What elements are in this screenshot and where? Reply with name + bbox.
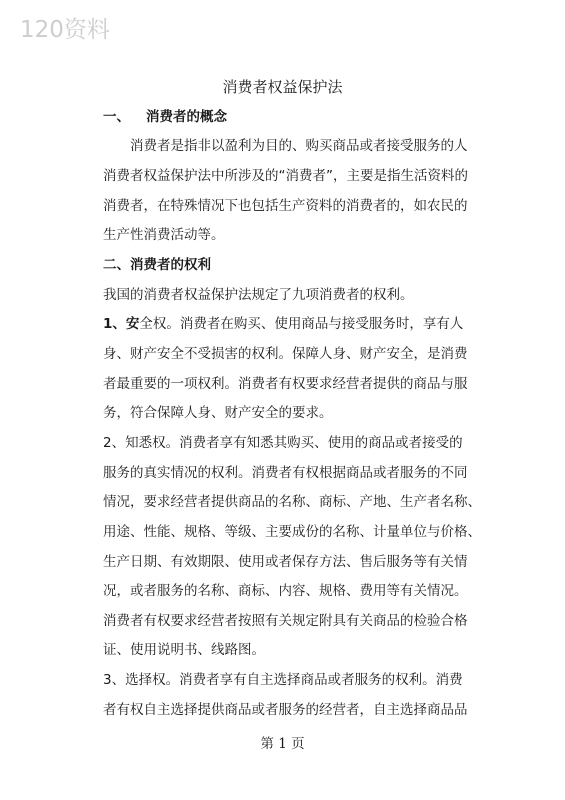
section-heading [0,103,565,133]
page-number: 第 1 页 [260,736,305,752]
section-number: 二、 [103,256,130,273]
paragraph-line: 2、知悉权。消费者享有知悉其购买、使用的商品或者接受的 [103,434,463,451]
document-body [0,73,565,725]
paragraph-line: 3、选择权。消费者享有自主选择商品或者服务的权利。消费 [103,672,463,689]
item-line-text: 全权。消费者在购买、使用商品与接受服务时，享有人 [139,316,464,333]
section-heading [0,251,565,281]
paragraph-line: 身、财产安全不受损害的权利。保障人身、财产安全，是消费 [103,345,468,362]
paragraph-line: 者有权自主选择提供商品或者服务的经营者，自主选择商品品 [103,701,468,718]
paragraph-line: 消费者权益保护法中所涉及的“消费者”，主要是指生活资料的 [103,167,468,184]
paragraph-line: 者最重要的一项权利。消费者有权要求经营者提供的商品与服 [103,375,468,392]
paragraph-line: 消费者有权要求经营者按照有关规定附具有关商品的检验合格 [103,612,468,629]
section-intro: 我国的消费者权益保护法规定了九项消费者的权利。 [103,286,414,303]
section-title: 消费者的概念 [146,108,227,125]
section-number: 一、 [103,108,130,125]
paragraph-line: 情况，要求经营者提供商品的名称、商标、产地、生产者名称、 [103,494,481,511]
paragraph-line: 消费者，在特殊情况下也包括生产资料的消费者的，如农民的 [103,197,468,214]
paragraph-line: 用途、性能、规格、等级、主要成份的名称、计量单位与价格、 [103,523,481,540]
paragraph-line: 况，或者服务的名称、商标、内容、规格、费用等有关情况。 [103,583,468,600]
document-title: 消费者权益保护法 [222,78,343,96]
paragraph-line: 服务的真实情况的权利。消费者有权根据商品或者服务的不同 [103,464,468,481]
paragraph-line: 消费者是指非以盈利为目的、购买商品或者接受服务的人 [130,138,468,155]
watermark: 120资料 [20,17,110,43]
paragraph-line: 生产性消费活动等。 [103,227,225,244]
paragraph-line [0,310,565,340]
paragraph-line: 务，符合保障人身、财产安全的要求。 [103,405,333,422]
section-title: 消费者的权利 [130,256,211,273]
item-bold-prefix: 1、安 [103,316,140,333]
paragraph-line: 生产日期、有效期限、使用或者保存方法、售后服务等有关情 [103,553,468,570]
paragraph-line: 证、使用说明书、线路图。 [103,642,265,659]
